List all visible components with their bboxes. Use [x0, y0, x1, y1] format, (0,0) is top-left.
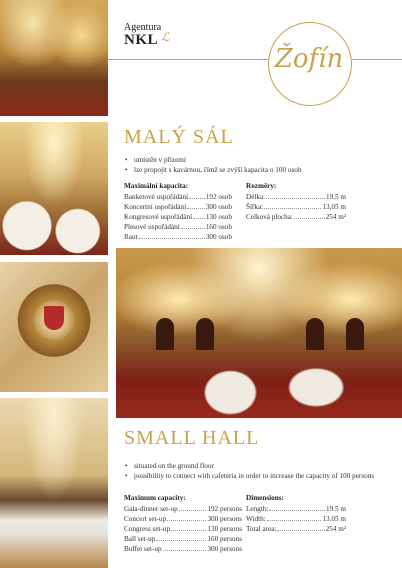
nkl-logo: NKL — [124, 32, 159, 48]
header-divider — [108, 59, 402, 60]
row-value: 300 persons — [207, 545, 242, 553]
row-value: 19,5 m — [326, 193, 346, 201]
row-value: 130 persons — [207, 525, 242, 533]
row-label: Gala-dinner set-up — [124, 505, 178, 513]
row-value: 13.05 m — [322, 515, 346, 523]
list-item: • umístěn v přízemí — [134, 155, 394, 165]
list-item — [246, 514, 346, 524]
row-label: Kongresové uspořádání — [124, 213, 193, 221]
row-label: Congress set-up — [124, 525, 171, 533]
dot-leader — [167, 514, 206, 521]
row-label: Width: — [246, 515, 266, 523]
photo-conference-setup — [0, 398, 108, 568]
english-bullets — [134, 461, 399, 481]
row-label: Length: — [246, 505, 269, 513]
row-value: 160 persons — [207, 535, 242, 543]
row-label: Plesové uspořádání — [124, 223, 180, 231]
list-item — [246, 202, 346, 212]
row-label: Raut — [124, 233, 138, 241]
dot-leader — [139, 232, 205, 239]
row-value: 160 osob — [205, 223, 232, 231]
list-item — [124, 514, 242, 524]
row-value: 130 osob — [205, 213, 232, 221]
dot-leader — [156, 534, 206, 541]
list-item — [124, 534, 242, 544]
row-value: 254 m² — [325, 213, 346, 221]
list-item — [124, 544, 242, 554]
czech-dimensions-list — [246, 192, 346, 222]
row-value: 192 osob — [205, 193, 232, 201]
row-label: Koncertní uspořádání — [124, 203, 187, 211]
list-item — [246, 524, 346, 534]
list-item — [124, 202, 232, 212]
photo-ceiling-coat-of-arms — [0, 262, 108, 392]
photo-small-hall-interior — [116, 248, 402, 418]
row-label: Šířka: — [246, 203, 264, 211]
english-capacity-list — [124, 504, 242, 554]
czech-capacity-list — [124, 192, 232, 242]
list-item — [124, 232, 232, 242]
english-capacity-heading: Maximum capacity: — [124, 494, 186, 502]
list-item — [246, 504, 346, 514]
zofin-emblem-text: Žofín — [274, 44, 344, 74]
row-value: 192 persons — [207, 505, 242, 513]
row-value: 13,05 m — [322, 203, 346, 211]
czech-bullets — [134, 155, 394, 175]
dot-leader — [294, 212, 325, 219]
list-item — [246, 192, 346, 202]
row-label: Banketové uspořádání — [124, 193, 189, 201]
dot-leader — [187, 202, 205, 209]
row-label: Délka: — [246, 193, 266, 201]
row-value: 300 persons — [207, 515, 242, 523]
english-title: SMALL HALL — [124, 427, 260, 449]
czech-title: MALÝ SÁL — [124, 126, 234, 148]
english-dimensions-list — [246, 504, 346, 534]
row-value: 254 m² — [325, 525, 346, 533]
list-item — [124, 212, 232, 222]
dot-leader — [193, 212, 205, 219]
row-value: 300 osob — [205, 203, 232, 211]
english-dimensions-heading: Dimensions: — [246, 494, 284, 502]
list-item — [124, 524, 242, 534]
row-label: Total area: — [246, 525, 277, 533]
row-value: 19.5 m — [326, 505, 346, 513]
row-label: Buffet set-up — [124, 545, 162, 553]
list-item: • lze propojit s kavárnou, čímž se zvýší kapacita o 100 osob — [134, 165, 394, 175]
list-item — [124, 504, 242, 514]
agency-label: Agentura — [124, 22, 162, 33]
dot-leader — [163, 544, 207, 551]
dot-leader — [267, 514, 322, 521]
dot-leader — [266, 192, 325, 199]
dot-leader — [277, 524, 324, 531]
list-item: • possibility to connect with cafeteria in order to increase the capacity of 100 persons — [134, 471, 399, 481]
row-value: 300 osob — [205, 233, 232, 241]
row-label: Celková plocha: — [246, 213, 293, 221]
dot-leader — [181, 222, 205, 229]
nkl-mark-icon: ℒ — [161, 30, 170, 44]
row-label: Ball set-up — [124, 535, 156, 543]
list-item — [124, 192, 232, 202]
dot-leader — [264, 202, 321, 209]
list-item: • situated on the ground floor — [134, 461, 399, 471]
dot-leader — [269, 504, 325, 511]
photo-banquet-hall — [0, 0, 108, 116]
list-item — [246, 212, 346, 222]
row-label: Concert set-up — [124, 515, 167, 523]
czech-dimensions-heading: Rozměry: — [246, 182, 277, 190]
photo-dining-tables — [0, 122, 108, 255]
czech-capacity-heading: Maximální kapacita: — [124, 182, 189, 190]
dot-leader — [189, 192, 205, 199]
dot-leader — [171, 524, 206, 531]
dot-leader — [179, 504, 207, 511]
list-item — [124, 222, 232, 232]
